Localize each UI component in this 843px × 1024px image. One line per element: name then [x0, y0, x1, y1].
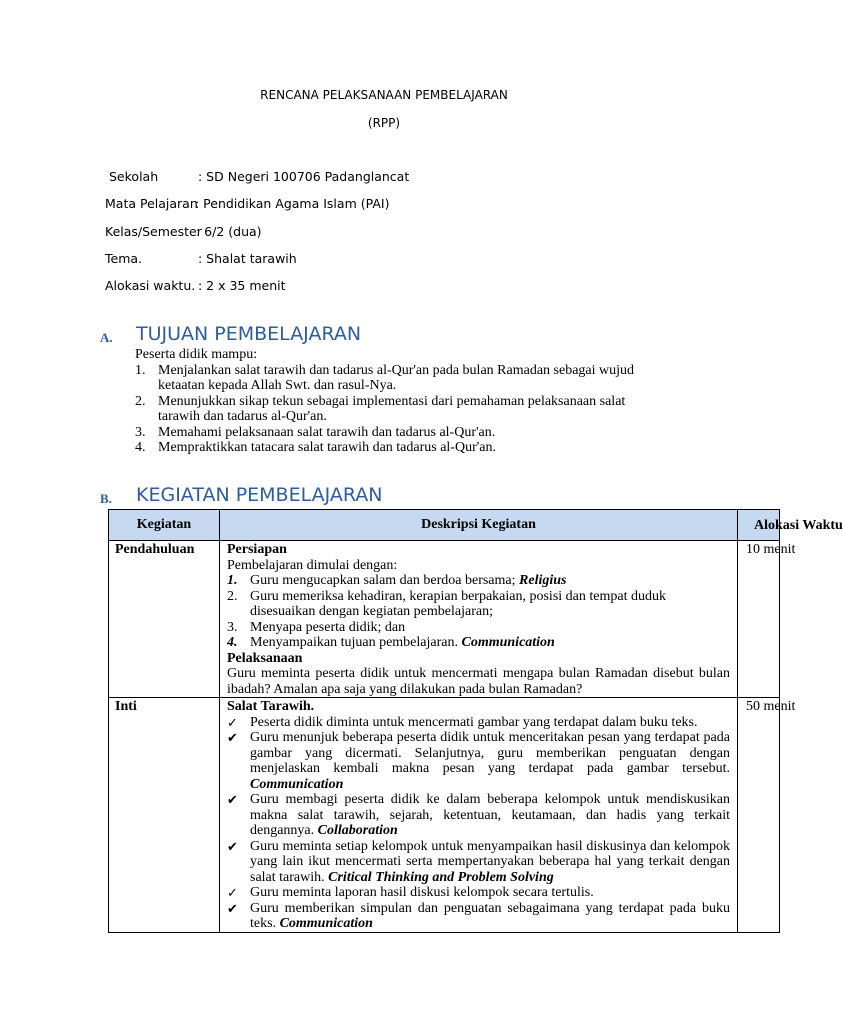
list-item [227, 839, 730, 886]
checkmark-icon: ✔ [227, 730, 238, 745]
list-item [227, 635, 730, 651]
activity-heading: Persiapan [227, 542, 287, 557]
identity-value-theme: : Shalat tarawih [198, 251, 297, 266]
step-number: 1. [227, 573, 238, 588]
step-text: Guru meminta laporan hasil diskusi kelompok secara tertulis. [250, 885, 594, 900]
activity-heading-2: Pelaksanaan [227, 650, 303, 666]
identity-value-time: : 2 x 35 menit [198, 278, 286, 293]
objective-text: Menjalankan salat tarawih dan tadarus al-Qur'an pada bulan Ramadan sebagai wujud ketaatan kepada Allah Swt. dan rasul-Nya. [158, 362, 635, 393]
objectives-list [135, 363, 655, 456]
step-text: Guru menunjuk beberapa peserta didik untuk menceritakan pesan yang terdapat pada gambar yang dicermati. Selanjutnya, guru memberikan penguatan dengan menjelaskan kembali makna pesan yang terdapat pada gambar tersebut. [250, 730, 730, 776]
identity-label-time: Alokasi waktu. [105, 278, 196, 293]
step-text: Guru memberikan simpulan dan penguatan sebagaimana yang terdapat pada buku teks. [250, 900, 730, 931]
identity-label-subject: Mata Pelajaran [105, 196, 198, 211]
list-item [227, 620, 730, 636]
objective-item [135, 363, 655, 394]
list-item [227, 589, 730, 620]
section-b-title: KEGIATAN PEMBELAJARAN [136, 484, 383, 506]
objectives-block [135, 347, 655, 456]
step-tag: Communication [279, 916, 373, 931]
checkmark-icon: ✔ [227, 900, 238, 916]
list-item [227, 715, 730, 731]
identity-value-class: : 6/2 (dua) [196, 224, 262, 239]
objective-number: 4. [135, 440, 146, 455]
identity-label-class: Kelas/Semester [105, 224, 202, 239]
activity-description [220, 541, 738, 698]
step-text: Menyampaikan tujuan pembelajaran. [250, 635, 462, 650]
activity-name: Inti [109, 698, 220, 933]
objective-number: 3. [135, 424, 146, 440]
step-tag: Communication [250, 776, 344, 792]
list-item [227, 792, 730, 839]
list-item [227, 885, 730, 901]
document-subtitle: (RPP) [367, 116, 401, 130]
step-number: 2. [227, 588, 238, 604]
table-header-row [109, 510, 780, 541]
objective-item [135, 440, 655, 456]
checkmark-icon: ✓ [227, 714, 238, 730]
objective-number: 1. [135, 362, 146, 378]
step-text: Menyapa peserta didik; dan [250, 619, 406, 635]
identity-value-school: : SD Negeri 100706 Padanglancat [198, 169, 410, 184]
step-number: 4. [227, 635, 238, 650]
objective-text: Menunjukkan sikap tekun sebagai implementasi dari pemahaman pelaksanaan salat tarawih dan tadarus al-Qur'an. [158, 393, 626, 424]
header-kegiatan: Kegiatan [109, 510, 220, 541]
identity-label-theme: Tema. [105, 251, 143, 266]
step-text: Guru memeriksa kehadiran, kerapian berpakaian, posisi dan tempat duduk disesuaikan dengan kegiatan pembelajaran; [250, 588, 666, 619]
table-row-pendahuluan [109, 541, 780, 698]
objectives-intro: Peserta didik mampu: [135, 347, 258, 362]
activity-steps [227, 715, 730, 932]
activity-heading: Salat Tarawih. [227, 699, 315, 714]
list-item [227, 901, 730, 932]
activity-time: 10 menit [738, 541, 780, 698]
activity-time: 50 menit [738, 698, 780, 933]
activity-name: Pendahuluan [109, 541, 220, 698]
step-tag: Collaboration [317, 823, 398, 838]
objective-text: Memahami pelaksanaan salat tarawih dan tadarus al-Qur'an. [158, 424, 496, 440]
table-row-inti [109, 698, 780, 933]
list-item [227, 573, 730, 589]
list-item [227, 730, 730, 792]
step-tag: Communication [461, 635, 555, 650]
header-deskripsi: Deskripsi Kegiatan [220, 510, 738, 541]
activity-intro: Pembelajaran dimulai dengan: [227, 557, 398, 573]
checkmark-icon: ✔ [227, 838, 238, 854]
step-number: 3. [227, 619, 238, 635]
step-text: Guru meminta setiap kelompok untuk menyampaikan hasil diskusinya dan kelompok yang lain ikut mencermati serta mempertanyakan beberapa hal yang terkait dengan salat tarawih. [250, 838, 730, 885]
header-alokasi: Alokasi Waktu [738, 510, 780, 541]
activity-steps [227, 573, 730, 651]
step-tag: Religius [519, 573, 567, 588]
identity-label-school: Sekolah [109, 169, 159, 184]
step-tag: Critical Thinking and Problem Solving [328, 869, 554, 885]
checkmark-icon: ✓ [227, 885, 238, 900]
activities-table [108, 509, 843, 933]
activity-description [220, 698, 738, 933]
identity-value-subject: : Pendidikan Agama Islam (PAI) [195, 196, 390, 211]
section-a-title: TUJUAN PEMBELAJARAN [136, 323, 362, 345]
document-title: RENCANA PELAKSANAAN PEMBELAJARAN [260, 88, 508, 102]
step-text: Guru mengucapkan salam dan berdoa bersama; [250, 573, 520, 588]
objective-item [135, 425, 655, 441]
section-b-letter: B. [100, 491, 112, 506]
objective-number: 2. [135, 393, 146, 409]
section-a-letter: A. [100, 330, 113, 345]
step-text: Peserta didik diminta untuk mencermati gambar yang terdapat dalam buku teks. [250, 714, 698, 730]
activity-paragraph: Guru meminta peserta didik untuk mencermati mengapa bulan Ramadan disebut bulan ibadah? Amalan apa saja yang dilakukan pada bulan Ramadan? [227, 666, 730, 697]
step-text: Guru membagi peserta didik ke dalam beberapa kelompok untuk mendiskusikan makna salat tarawih, sejarah, ketentuan, keutamaan, dan hadis yang terkait dengannya. [250, 792, 730, 838]
objective-item [135, 394, 655, 425]
checkmark-icon: ✔ [227, 792, 238, 807]
objective-text: Mempraktikkan tatacara salat tarawih dan tadarus al-Qur'an. [158, 440, 496, 455]
